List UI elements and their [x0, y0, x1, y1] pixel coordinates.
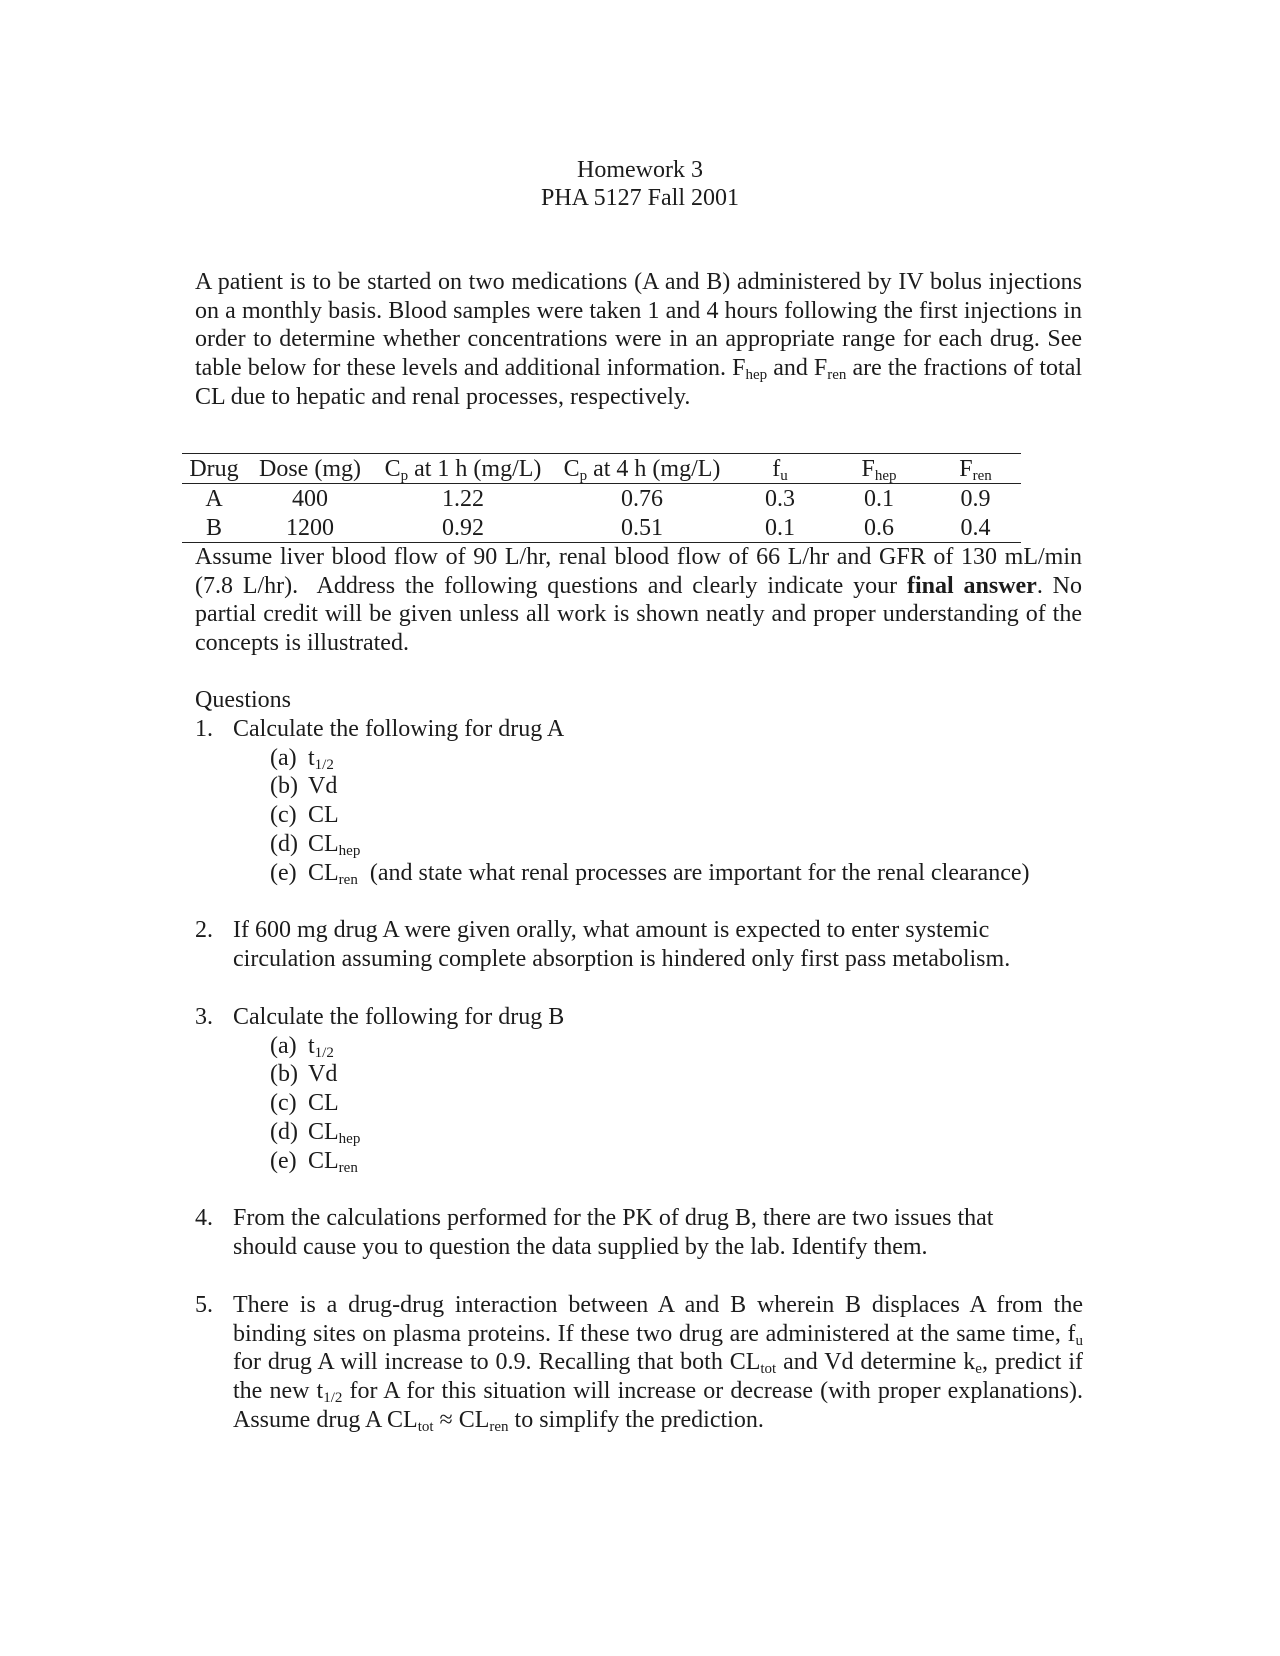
header-drug: Drug	[189, 455, 239, 482]
header-cp4: $C_p$ at 4 h (mg/L)	[563, 455, 721, 484]
q3-number: 3.	[195, 1004, 213, 1030]
cell-fhep: 0.6	[864, 514, 894, 541]
table-row	[182, 484, 1021, 514]
q1-item-b: (b) Vd	[270, 773, 338, 799]
q1-item-c: (c) CL	[270, 802, 339, 828]
intro-ren-sub: ren	[827, 367, 847, 384]
questions-heading: Questions	[195, 687, 291, 713]
bold-answer: answer	[963, 572, 1037, 599]
q4-number: 4.	[195, 1205, 213, 1231]
homework-title: Homework 3	[577, 157, 703, 183]
q1-text: Calculate the following for drug A	[233, 716, 565, 742]
cell-cp4: 0.51	[621, 514, 663, 541]
bold-final: final	[906, 572, 954, 599]
cell-dose: 1200	[286, 514, 334, 541]
intro-sentence-1: A patient is to be started on two medications (A and B) administered by IV bolus injections on a monthly basis.	[195, 269, 1082, 324]
assumptions-paragraph: Assume liver blood flow of 90 L/hr, renal blood flow of 66 L/hr and GFR of 130 mL/min (7.8 L/hr). Address the following questions and clearly indicate your final answer. No partial credit will be given unless all work is shown neatly and proper understanding of the concepts is illustrated.	[195, 544, 1083, 657]
cell-cp1: 0.92	[442, 514, 484, 541]
cell-drug: A	[205, 485, 223, 512]
q4-line2: should cause you to question the data supplied by the lab. Identify them.	[233, 1234, 928, 1260]
header-fhep: $F_{hep}$	[861, 455, 897, 484]
cell-fren: 0.4	[960, 514, 991, 541]
cell-cp4: 0.76	[621, 485, 663, 512]
cell-fhep: 0.1	[864, 485, 894, 512]
header-fren: $F_{ren}$	[959, 455, 992, 484]
q5-number: 5.	[195, 1292, 213, 1318]
intro-paragraph	[195, 268, 1082, 412]
q1-item-e: (e) $CL_{ren}$ (and state what renal processes are important for the renal clearance)	[270, 860, 1030, 888]
q1-item-d: (d) $CL_{hep}$	[270, 831, 361, 859]
header-dose: Dose (mg)	[259, 455, 361, 482]
q3-item-d: (d) $CL_{hep}$	[270, 1119, 361, 1147]
q5-text: There is a drug-drug interaction between A and B wherein B displaces A from the binding sites on plasma proteins. If these two drug are administered at the same time, $f_u$ for drug A will increase to 0.9. Recalling that both $CL_{tot}$ and Vd determine $k_e$, predict if the new $t_{1/2}$ for A for this situation will increase or decrease (with proper explanations). Assume drug A $CL_{tot} \approx CL_{ren}$ to simplify the prediction.	[233, 1292, 1083, 1435]
cell-fu: 0.3	[765, 485, 795, 512]
course-line: PHA 5127 Fall 2001	[540, 185, 740, 211]
q3-text: Calculate the following for drug B	[233, 1004, 565, 1030]
intro-sentence-3: See table below for these levels and additional information.	[195, 326, 1082, 382]
intro-f: F	[732, 355, 746, 382]
q2-line1: If 600 mg drug A were given orally, what amount is expected to enter systemic	[233, 917, 990, 943]
intro-sentence-2: Blood samples were taken 1 and 4 hours following the first injections in order to determine whether concentrations were in an appropriate range for each drug.	[195, 297, 1083, 353]
drug-data-table	[182, 453, 1021, 543]
intro-and-f: and F	[773, 355, 828, 382]
header-cp1: $C_p$ at 1 h (mg/L)	[384, 455, 542, 484]
q3-item-e: (e) $CL_{ren}$	[270, 1148, 358, 1176]
q2-number: 2.	[195, 917, 213, 943]
q3-item-b: (b) Vd	[270, 1061, 338, 1087]
cell-drug: B	[205, 514, 222, 541]
q1-item-a: (a) $t_{1/2}$	[270, 745, 334, 773]
cell-fren: 0.9	[960, 485, 991, 512]
q1-number: 1.	[195, 716, 213, 742]
q2-line2: circulation assuming complete absorption is hindered only first pass metabolism.	[233, 946, 1011, 972]
header-fu: $f_u$	[772, 455, 788, 484]
cell-fu: 0.1	[765, 514, 795, 541]
table-header-row	[182, 454, 1021, 484]
intro-hep-sub: hep	[745, 367, 768, 384]
cell-cp1: 1.22	[442, 485, 484, 512]
q4-line1: From the calculations performed for the PK of drug B, there are two issues that	[233, 1205, 994, 1231]
table-row	[182, 513, 1021, 543]
q3-item-a: (a) $t_{1/2}$	[270, 1033, 334, 1061]
cell-dose: 400	[292, 485, 328, 512]
intro-sentence-4: are the fractions of total CL due to hepatic and renal processes, respectively.	[195, 355, 1083, 410]
q3-item-c: (c) CL	[270, 1090, 339, 1116]
